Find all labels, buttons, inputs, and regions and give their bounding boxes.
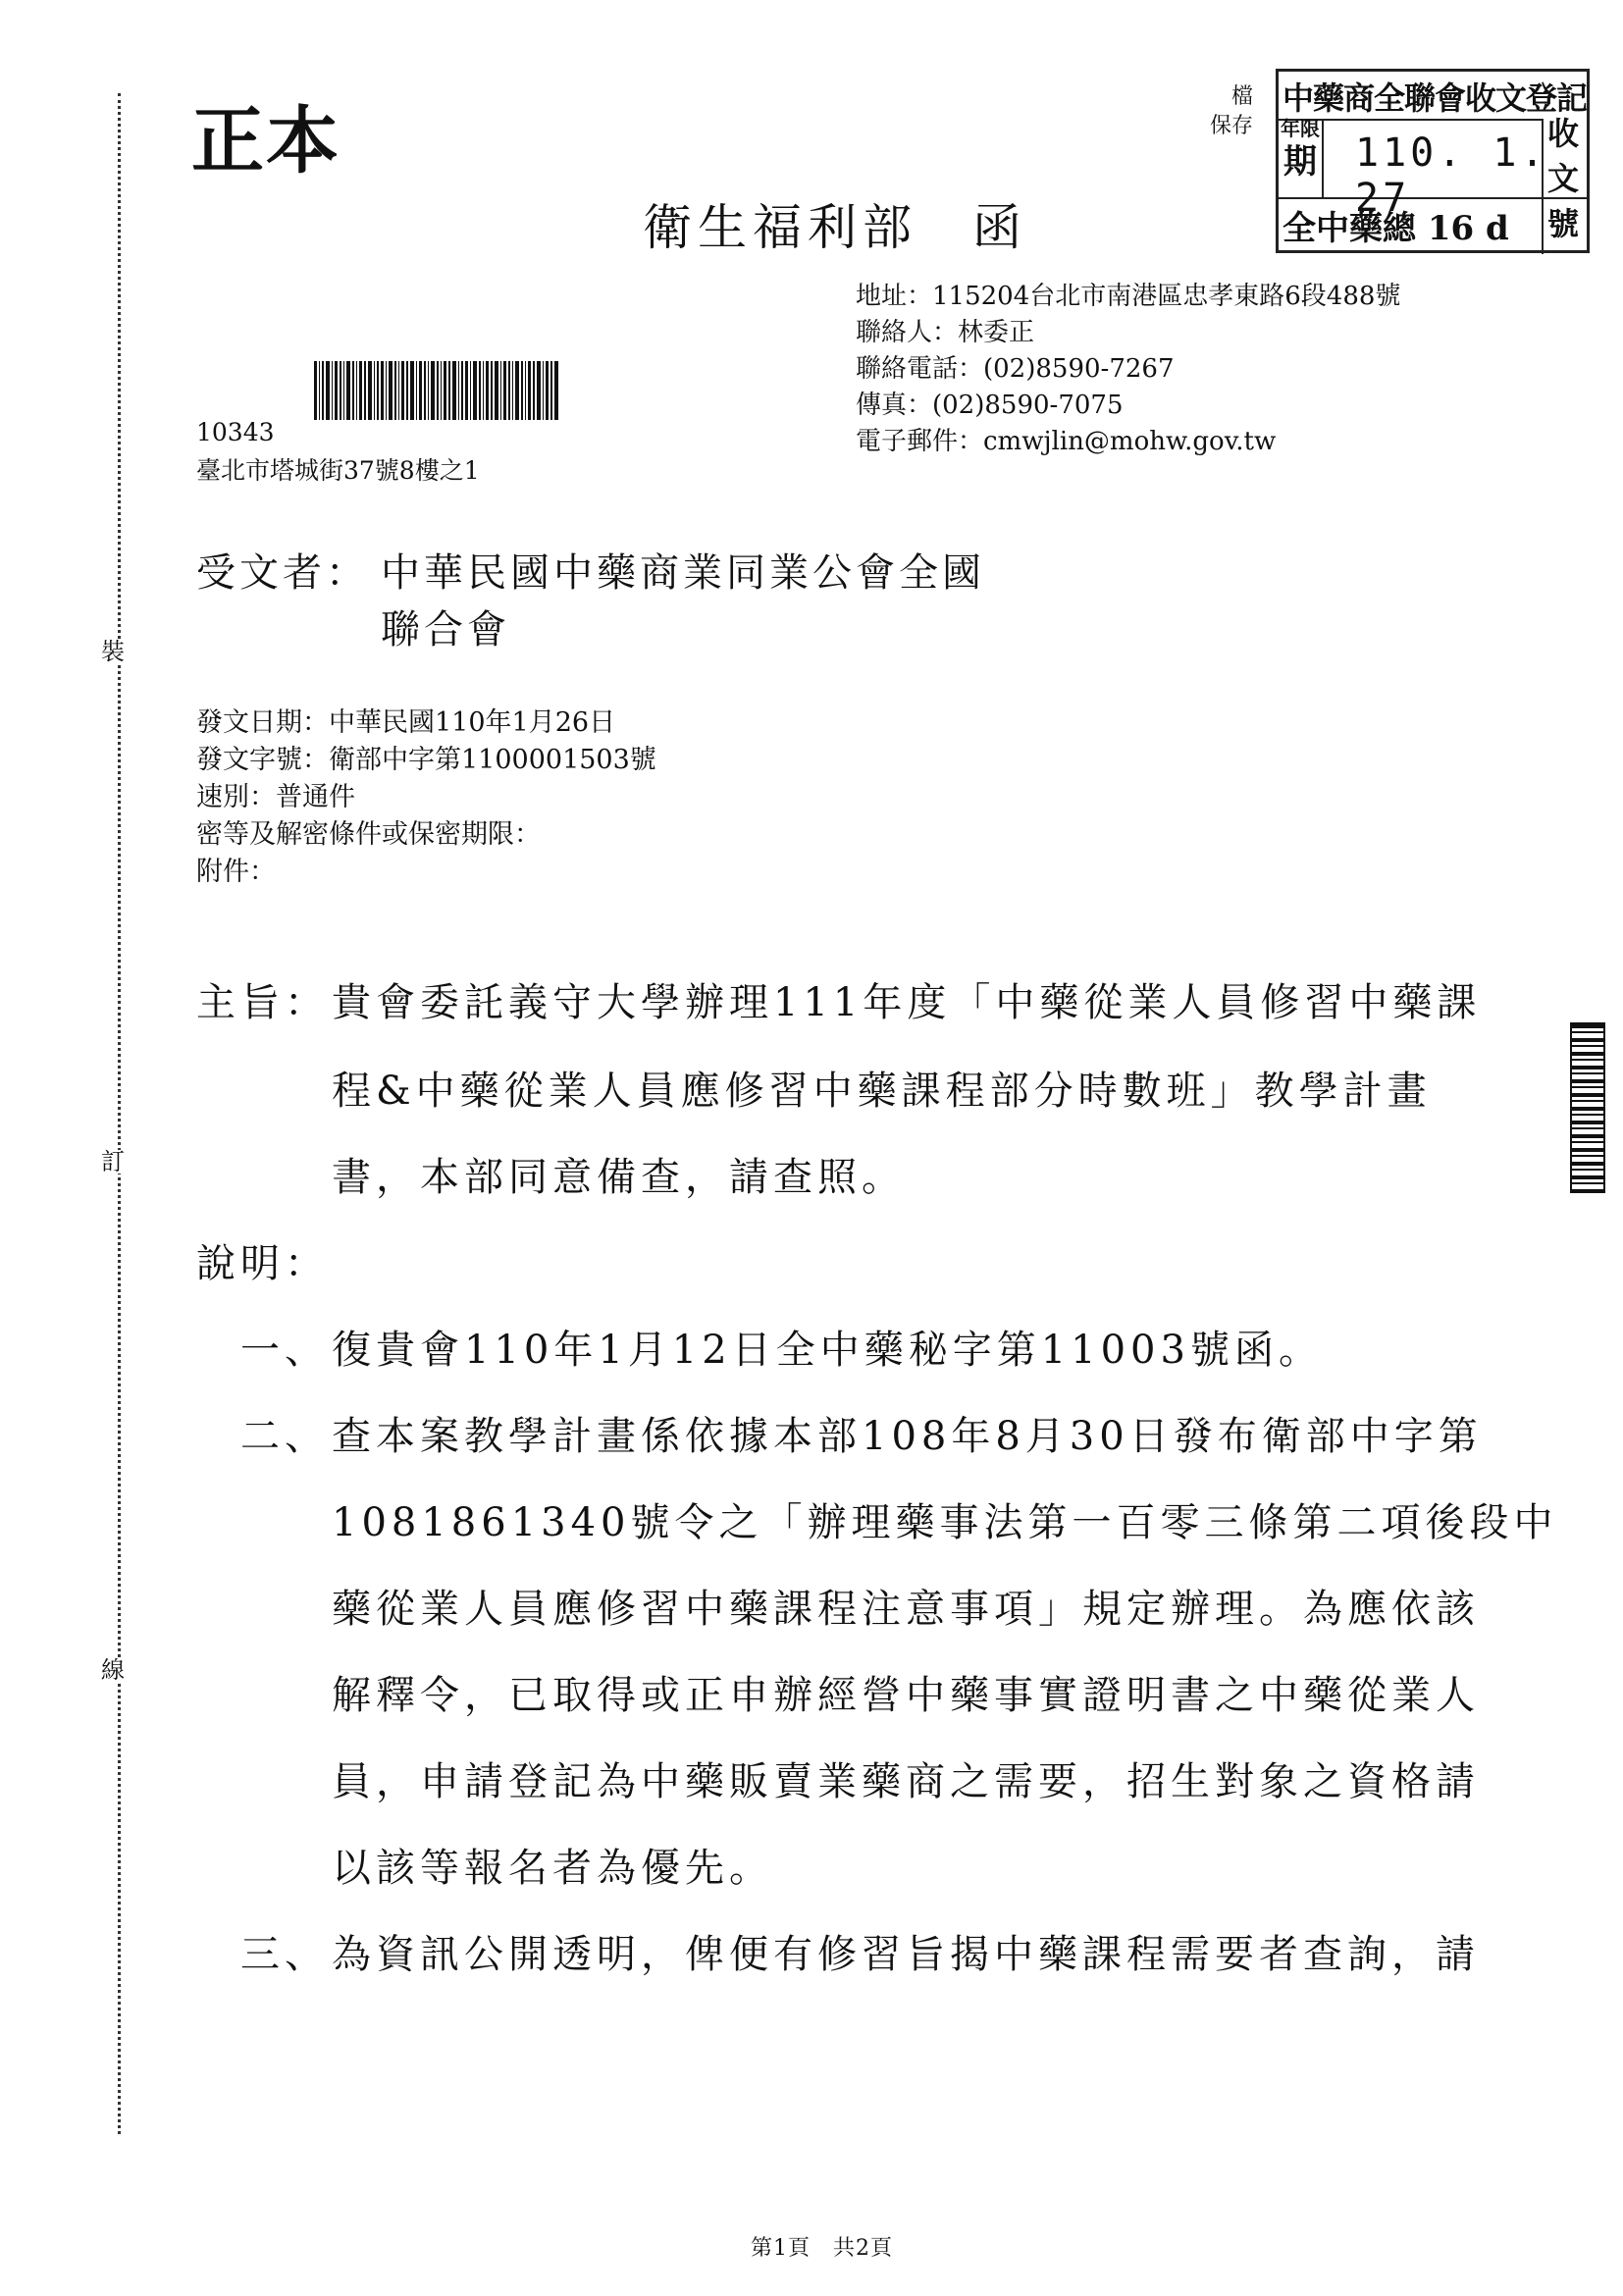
subject-line-2: 程&中藥從業人員應修習中藥課程部分時數班」教學計畫 (332, 1069, 1432, 1114)
receipt-stamp (1276, 69, 1590, 253)
explanation-item-3-line: 為資訊公開透明，俾便有修習旨揭中藥課程需要者查詢，請 (332, 1932, 1480, 1977)
explanation-label: 說明： (196, 1241, 329, 1286)
explanation-item-2-line: 查本案教學計畫係依據本部108年8月30日發布衛部中字第 (332, 1414, 1483, 1459)
contact-address: 地址：115204台北市南港區忠孝東路6段488號 (856, 282, 1401, 311)
stamp-period-label-2: 期 (1283, 142, 1317, 182)
original-copy-mark: 正本 (191, 99, 340, 183)
side-seal-mark (1570, 1022, 1605, 1193)
explanation-item-2-line: 1081861340號令之「辦理藥事法第一百零三條第二項後段中 (332, 1500, 1558, 1545)
stamp-side-labels (1210, 82, 1253, 141)
explanation-item-2-line: 藥從業人員應修習中藥課程注意事項」規定辦理。為應依該 (332, 1587, 1480, 1632)
binding-label-middle: 訂 (101, 1148, 125, 1175)
binding-label-top: 裝 (101, 638, 125, 665)
stamp-side-top: 檔 (1231, 84, 1254, 109)
stamp-serial: 全中藥總 16 d (1283, 209, 1509, 248)
recipient-postal-code: 10343 (196, 418, 275, 446)
addressee-line-2: 聯合會 (381, 607, 510, 652)
explanation-item-2-line: 員，申請登記為中藥販賣業藥商之需要，招生對象之資格請 (332, 1759, 1480, 1804)
explanation-item-number: 三、 (240, 1932, 329, 1977)
explanation-item-1-line: 復貴會110年1月12日全中藥秘字第11003號函。 (332, 1328, 1323, 1373)
contact-person: 聯絡人：林委正 (856, 318, 1035, 347)
addressee-label: 受文者： (196, 550, 369, 596)
stamp-side-bottom: 保存 (1210, 114, 1254, 138)
contact-email: 電子郵件：cmwjlin@mohw.gov.tw (856, 427, 1277, 456)
meta-secrecy: 密等及解密條件或保密期限： (196, 819, 541, 850)
agency-title: 衛生福利部 函 (643, 199, 1027, 256)
contact-phone: 聯絡電話：(02)8590-7267 (856, 354, 1175, 384)
stamp-period-label-1: 年限 (1281, 117, 1320, 140)
subject-line-3: 書，本部同意備查，請查照。 (332, 1155, 906, 1200)
explanation-item-2-line: 解釋令，已取得或正申辦經營中藥事實證明書之中藥從業人 (332, 1673, 1480, 1718)
meta-speed: 速別：普通件 (196, 782, 355, 812)
binding-label-bottom: 線 (101, 1656, 125, 1684)
subject-label: 主旨： (196, 980, 329, 1025)
explanation-item-number: 二、 (240, 1414, 329, 1459)
addressee-line-1: 中華民國中藥商業同業公會全國 (381, 550, 985, 596)
subject-line-1: 貴會委託義守大學辦理111年度「中藥從業人員修習中藥課 (332, 980, 1482, 1025)
stamp-date: 110. 1. 27 (1355, 130, 1548, 221)
meta-date: 發文日期：中華民國110年1月26日 (196, 707, 616, 738)
stamp-receipt-no-label: 收文號 (1546, 115, 1579, 242)
stamp-divider (1322, 119, 1324, 197)
contact-fax: 傳真：(02)8590-7075 (856, 391, 1124, 420)
page-number: 第1頁 共2頁 (751, 2236, 893, 2261)
stamp-title: 中藥商全聯會收文登記 (1283, 79, 1588, 117)
recipient-address: 臺北市塔城街37號8樓之1 (196, 456, 480, 485)
binding-line (118, 93, 121, 2134)
explanation-item-number: 一、 (240, 1328, 329, 1373)
stamp-period-label (1281, 117, 1320, 183)
meta-doc-number: 發文字號：衛部中字第1100001503號 (196, 745, 656, 775)
contact-block (856, 279, 1400, 460)
document-meta (196, 704, 656, 891)
explanation-item-2-line: 以該等報名者為優先。 (332, 1846, 773, 1891)
meta-attachment: 附件： (196, 857, 276, 887)
barcode (314, 361, 559, 420)
